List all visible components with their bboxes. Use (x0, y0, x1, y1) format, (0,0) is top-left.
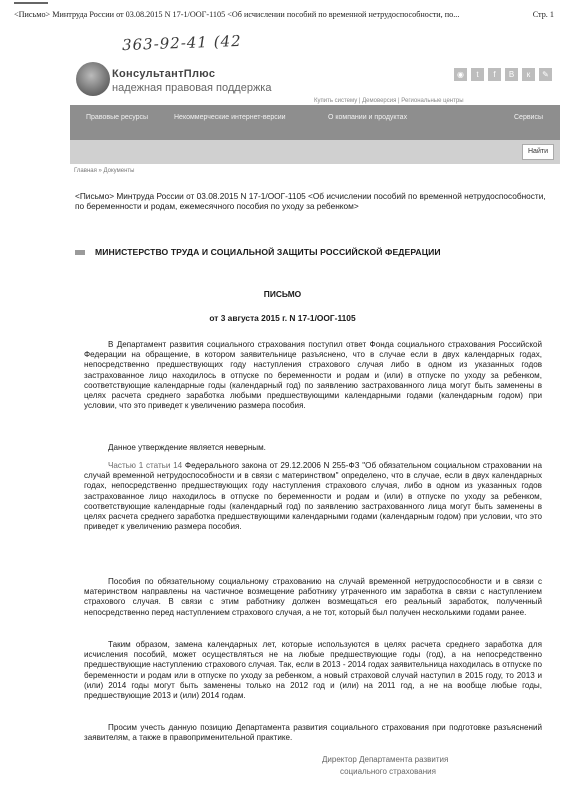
page-number: Стр. 1 (532, 10, 554, 19)
print-header-title: <Письмо> Минтруда России от 03.08.2015 N 17-1/ООГ-1105 <Об исчислении пособий по временной нетрудоспособности, по... (14, 10, 460, 19)
brand-tagline: надежная правовая поддержка (112, 82, 272, 94)
handwritten-note: 363-92-41 (42 (121, 31, 242, 55)
social-icons (454, 68, 552, 81)
corner-mark (14, 2, 48, 4)
paragraph-3-text: Федерального закона от 29.12.2006 N 255-ФЗ "Об обязательном социальном страховании на случай временной нетрудоспособности и в связи с материнством" определено, что в случае, если в двух календарных годах, непосредственно предшествующих году наступления страхового случая, либо в одном из указанных годов застрахованное лицо находилось в отпуске по беременности и родам и (или) в отпуске по уходу за ребенком, соответствующие календарные годы (календарный год) по заявлению застрахованного лица могут быть заменены в целях расчета среднего заработка предшествующими календарными годами (календарным годом) при условии, что это приведет к увеличению размера пособия. (84, 461, 542, 532)
law-article-link[interactable]: Частью 1 статьи 14 (108, 461, 183, 470)
rss-icon[interactable]: ◉ (454, 68, 467, 81)
nav-item-services[interactable]: Сервисы (514, 114, 544, 121)
paragraph-2: Данное утверждение является неверным. (108, 443, 266, 452)
print-header (14, 10, 554, 19)
top-links[interactable]: Купить систему | Демоверсия | Региональные центры (314, 98, 464, 104)
signature-line-1: Директор Департамента развития (322, 755, 449, 764)
document-link-title: <Письмо> Минтруда России от 03.08.2015 N 17-1/ООГ-1105 <Об исчислении пособий по временной нетрудоспособности, по беременности и родам, ежемесячного пособия по уходу за ребенком> (75, 191, 546, 211)
logo-icon[interactable] (76, 62, 110, 96)
vk-icon[interactable]: B (505, 68, 518, 81)
signature-title (322, 754, 448, 778)
paragraph-3 (84, 461, 542, 532)
breadcrumb[interactable]: Главная » Документы (74, 168, 135, 174)
ok-icon[interactable]: к (522, 68, 535, 81)
ministry-heading: МИНИСТЕРСТВО ТРУДА И СОЦИАЛЬНОЙ ЗАЩИТЫ РОССИЙСКОЙ ФЕДЕРАЦИИ (95, 247, 441, 257)
main-nav (70, 105, 560, 140)
facebook-icon[interactable]: f (488, 68, 501, 81)
letter-date: от 3 августа 2015 г. N 17-1/ООГ-1105 (209, 313, 356, 323)
brand-name[interactable]: КонсультантПлюс (112, 68, 216, 80)
signature-line-2: социального страхования (340, 767, 436, 776)
paragraph-6: Просим учесть данную позицию Департамента развития социального страхования при подготовке разъяснений заявителям, а также в правоприменительной практике. (84, 723, 542, 743)
site-header (66, 62, 560, 102)
nav-item-about[interactable]: О компании и продуктах (328, 114, 408, 121)
paragraph-4: Пособия по обязательному социальному страхованию на случай временной нетрудоспособности и в связи с материнством направлены на частичное возмещение работнику утраченного им заработка в связи с наступлением страхового случая. В связи с этим работнику должен возмещаться его реальный заработок, полученный непосредственно перед наступлением страхового случая, а не тот, который был получен несколькими годами ранее. (84, 577, 542, 617)
search-row (70, 140, 560, 164)
section-bullet (75, 250, 85, 255)
paragraph-5: Таким образом, замена календарных лет, которые используются в целях расчета среднего заработка для исчисления пособий, может осуществляться не на любые предшествующие годы (год), а на непосредственно предшествующие наступлению страхового случая. Так, если в 2013 - 2014 годах заявительница находилась в отпуске по беременности и родам или в отпуске по уходу за ребенком, а новый страховой случай наступил в 2015 году, то 2013 и (или) 2014 годы могут быть заменены только на 2012 год и (или) на 2011 год, а не на вообще любые годы, предшествующие 2013 и (или) 2014 годам. (84, 640, 542, 701)
letter-title: ПИСЬМО (263, 289, 302, 299)
nav-item-legal-resources[interactable]: Правовые ресурсы (86, 114, 149, 121)
search-button[interactable]: Найти (522, 144, 554, 160)
lj-icon[interactable]: ✎ (539, 68, 552, 81)
twitter-icon[interactable]: t (471, 68, 484, 81)
nav-item-free-versions[interactable]: Некоммерческие интернет-версии (174, 114, 286, 121)
paragraph-1: В Департамент развития социального страхования поступил ответ Фонда социального страхования Российской Федерации на обращение, в котором заявительнице разъяснено, что в случае если в двух календарных годах, непосредственно предшествующих году наступления страхового случая либо в одном из указанных годов застрахованное лицо находилось в отпуске по беременности и родам и (или) в отпуске по уходу за ребенком, соответствующие календарные годы (календарный год) по заявлению застрахованного лица могут быть заменены в целях расчета среднего заработка любыми предшествующими календарными годами (календарным годом) при условии, что это приведет к увеличению размера пособия. (84, 340, 542, 411)
